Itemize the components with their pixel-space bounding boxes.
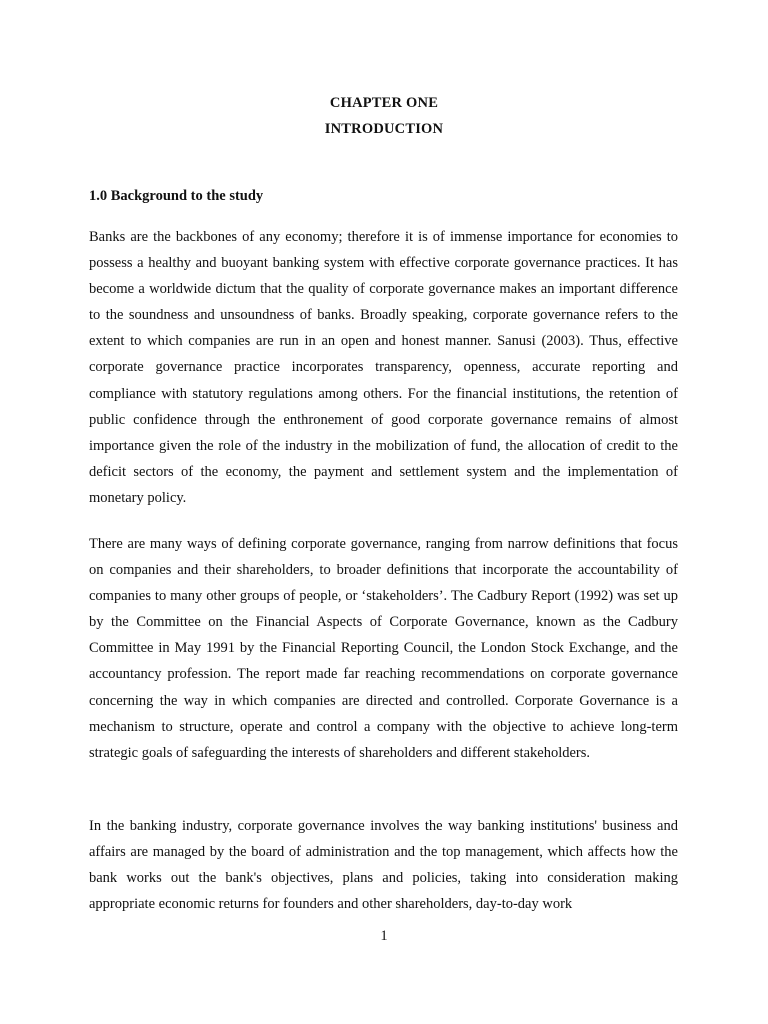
- chapter-title: INTRODUCTION: [324, 121, 444, 137]
- chapter-heading: CHAPTER ONE: [329, 95, 439, 111]
- paragraph-2: There are many ways of defining corporate governance, ranging from narrow definitions that focus on companies and their shareholders, to broader definitions that incorporate the accountability of companies to many other groups of people, or ‘stakeholders’. The Cadbury Report (1992) was set up by the Committee on the Financial Aspects of Corporate Governance, known as the Cadbury Committee in May 1991 by the Financial Reporting Council, the London Stock Exchange, and the accountancy profession. The report made far reaching recommendations on corporate governance concerning the way in which companies are directed and controlled. Corporate Governance is a mechanism to structure, operate and control a company with the objective to achieve long-term strategic goals of safeguarding the interests of shareholders and different stakeholders.: [89, 536, 678, 761]
- paragraph-1: Banks are the backbones of any economy; therefore it is of immense importance for economies to possess a healthy and buoyant banking system with effective corporate governance practices. It has become a worldwide dictum that the quality of corporate governance makes an important difference to the soundness and unsoundness of banks. Broadly speaking, corporate governance refers to the extent to which companies are run in an open and honest manner. Sanusi (2003). Thus, effective corporate governance practice incorporates transparency, openness, accurate reporting and compliance with statutory regulations among others. For the financial institutions, the retention of public confidence through the enthronement of good corporate governance remains of almost importance given the role of the industry in the mobilization of fund, the allocation of credit to the deficit sectors of the economy, the payment and settlement system and the implementation of monetary policy.: [89, 229, 678, 506]
- paragraph-3: In the banking industry, corporate governance involves the way banking institutions' business and affairs are managed by the board of administration and the top management, which affects how the bank works out the bank's objectives, plans and policies, taking into consideration making appropriate economic returns for founders and other shareholders, day-to-day work: [89, 818, 678, 913]
- page-number: 1: [380, 928, 388, 944]
- section-title: 1.0 Background to the study: [89, 188, 264, 204]
